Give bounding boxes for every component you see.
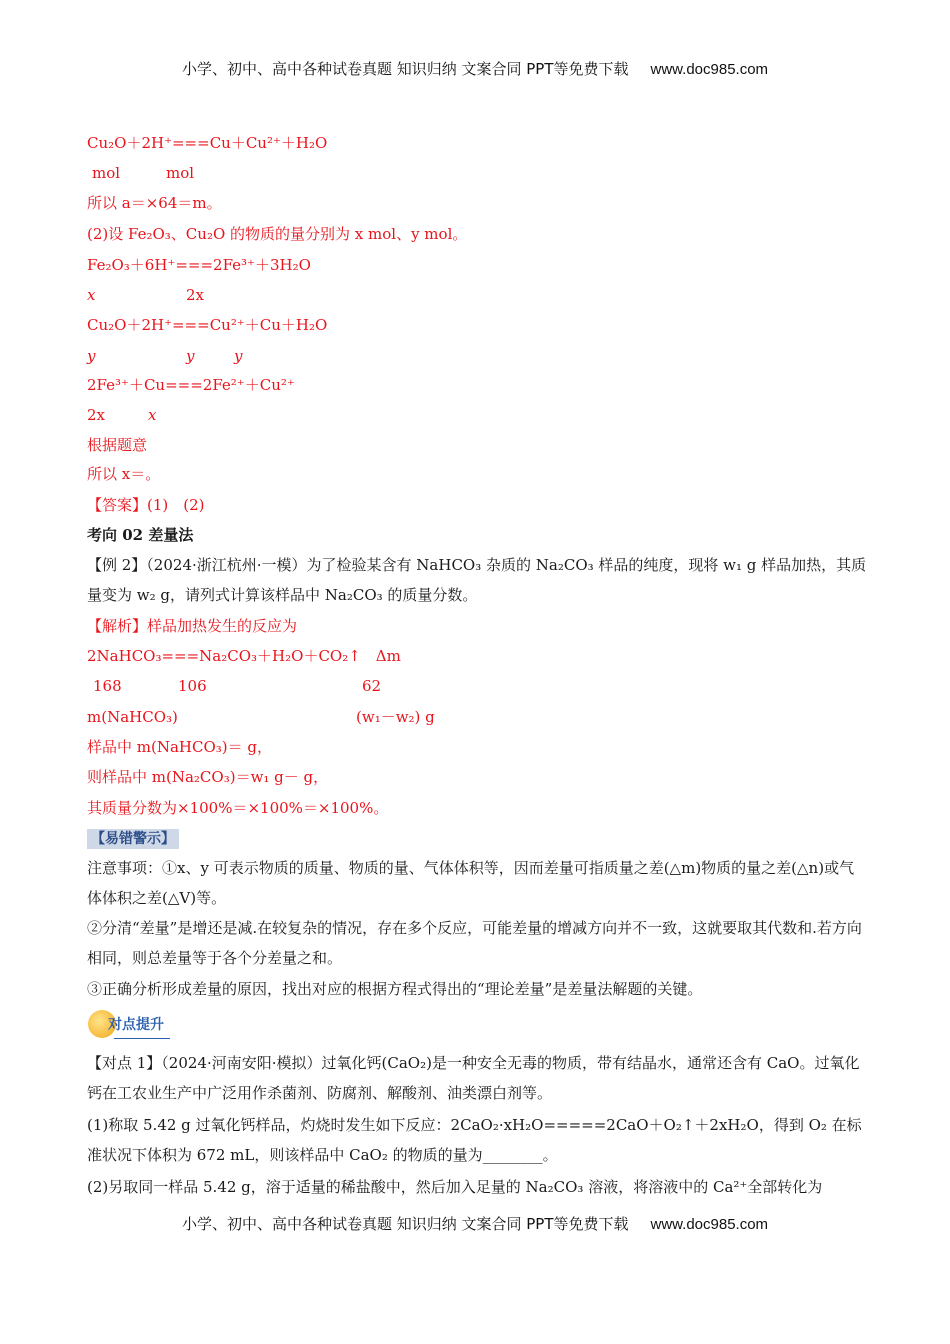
- practice-1-q1: (1)称取 5.42 g 过氧化钙样品，灼烧时发生如下反应：2CaO₂·xH₂O=====2CaO＋O₂↑＋2xH₂O，得到 O₂ 在标准状况下体积为 672 mL，则该样品中 CaO₂ 的物质的量为________。: [87, 1116, 862, 1164]
- warning-tag-label: 【易错警示】: [87, 829, 179, 849]
- m-nahco3: m(NaHCO₃): [87, 708, 178, 726]
- coef-x-b: x: [148, 406, 157, 424]
- coef-2x-b: 2x: [87, 406, 106, 424]
- eq-fe2o3: Fe₂O₃＋6H⁺===2Fe³⁺＋3H₂O: [87, 256, 311, 274]
- warning-tag: [87, 828, 179, 849]
- section-heading: 考向 02 差量法: [87, 526, 194, 544]
- warning-2: ②分清“差量”是增还是减.在较复杂的情况，存在多个反应，可能差量的增减方向并不一致，这就要取其代数和.若方向相同，则总差量等于各个分差量之和。: [87, 919, 862, 967]
- analysis-intro: 【解析】样品加热发生的反应为: [87, 617, 298, 635]
- page-footer: [0, 1213, 950, 1234]
- mol-label-1: mol: [92, 164, 121, 182]
- coef-y-2: y: [186, 347, 195, 365]
- practice-1-q2: (2)另取同一样品 5.42 g，溶于适量的稀盐酸中，然后加入足量的 Na₂CO₃ 溶液，将溶液中的 Ca²⁺全部转化为: [87, 1178, 823, 1196]
- eq-cu2o-1: Cu₂O＋2H⁺===Cu＋Cu²⁺＋H₂O: [87, 134, 328, 152]
- result-3: 其质量分数为×100%＝×100%＝×100%。: [87, 799, 389, 817]
- eq-cu2o-2: Cu₂O＋2H⁺===Cu²⁺＋Cu＋H₂O: [87, 316, 328, 334]
- line-so-x: 所以 x＝。: [87, 465, 161, 483]
- practice-badge: [88, 1010, 178, 1040]
- answer-line: 【答案】(1) (2): [87, 496, 205, 514]
- coef-y-3: y: [234, 347, 243, 365]
- footer-text: 小学、初中、高中各种试卷真题 知识归纳 文案合同 PPT等免费下载: [181, 1215, 629, 1233]
- coef-x: x: [87, 286, 96, 304]
- badge-label: 对点提升: [108, 1017, 164, 1033]
- practice-1: 【对点 1】（2024·河南安阳·模拟）过氧化钙(CaO₂)是一种安全无毒的物质，带有结晶水，通常还含有 CaO。过氧化钙在工农业生产中广泛用作杀菌剂、防腐剂、解酸剂、油类漂白剂等。: [87, 1054, 860, 1102]
- coef-2x: 2x: [186, 286, 205, 304]
- result-2: 则样品中 m(Na₂CO₃)＝w₁ g－ g，: [87, 768, 329, 786]
- mass-62: 62: [362, 677, 382, 695]
- header-url[interactable]: www.doc985.com: [650, 61, 769, 78]
- mol-label-2: mol: [166, 164, 195, 182]
- mass-106: 106: [178, 677, 207, 695]
- w-diff: (w₁－w₂) g: [356, 708, 435, 726]
- coef-y-1: y: [87, 347, 96, 365]
- page-header: [0, 58, 950, 79]
- line-a-eq: 所以 a＝×64＝m。: [87, 194, 222, 212]
- warning-3: ③正确分析形成差量的原因，找出对应的根据方程式得出的“理论差量”是差量法解题的关键。: [87, 980, 703, 998]
- result-1: 样品中 m(NaHCO₃)＝ g，: [87, 738, 273, 756]
- line-set-xy: (2)设 Fe₂O₃、Cu₂O 的物质的量分别为 x mol、y mol。: [87, 225, 468, 243]
- footer-url[interactable]: www.doc985.com: [650, 1216, 769, 1233]
- badge-underline: [114, 1038, 170, 1039]
- header-text: 小学、初中、高中各种试卷真题 知识归纳 文案合同 PPT等免费下载: [181, 60, 629, 78]
- eq-fe-cu: 2Fe³⁺＋Cu===2Fe²⁺＋Cu²⁺: [87, 376, 295, 394]
- eq-nahco3: 2NaHCO₃===Na₂CO₃＋H₂O＋CO₂↑ Δm: [87, 647, 401, 665]
- warning-1: 注意事项：①x、y 可表示物质的质量、物质的量、气体体积等，因而差量可指质量之差(△m)物质的量之差(△n)或气体体积之差(△V)等。: [87, 859, 855, 907]
- line-according: 根据题意: [87, 436, 148, 454]
- example-2: 【例 2】（2024·浙江杭州·一模）为了检验某含有 NaHCO₃ 杂质的 Na₂CO₃ 样品的纯度，现将 w₁ g 样品加热，其质量变为 w₂ g，请列式计算该样品中 Na₂CO₃ 的质量分数。: [87, 556, 867, 604]
- mass-168: 168: [93, 677, 122, 695]
